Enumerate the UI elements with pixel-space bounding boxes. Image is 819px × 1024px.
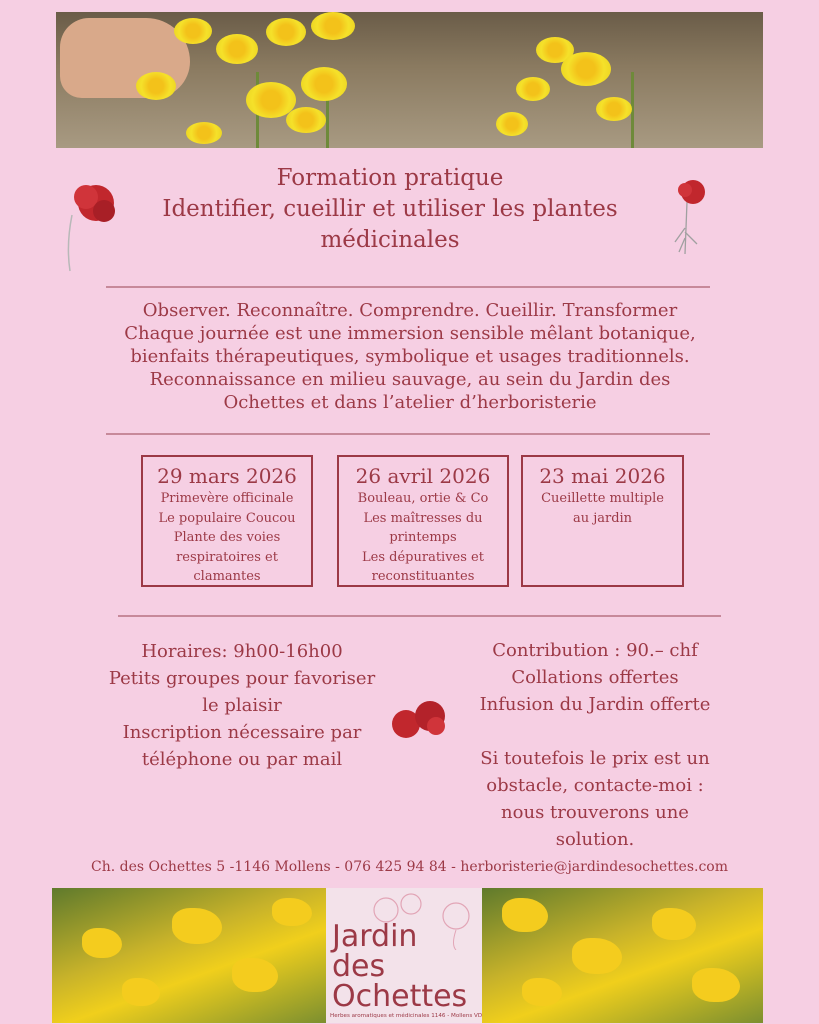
header-photo-coltsfoot xyxy=(56,12,763,148)
info-line: le plaisir xyxy=(202,695,282,716)
footer-photo-right xyxy=(482,888,763,1023)
title-line: médicinales xyxy=(320,227,460,253)
intro-line: Reconnaissance en milieu sauvage, au sein du Jardin des xyxy=(149,369,671,390)
divider xyxy=(106,286,710,288)
note-line: Si toutefois le prix est un xyxy=(480,748,710,769)
session-description: Cueillette multiple au jardin xyxy=(541,491,664,526)
logo-word: des xyxy=(332,949,386,984)
flower-outline-icon xyxy=(356,890,476,950)
session-date: 23 mai 2026 xyxy=(539,464,666,488)
page-title xyxy=(120,163,660,256)
session-card xyxy=(141,455,313,587)
logo-word: Ochettes xyxy=(332,979,468,1014)
session-date: 26 avril 2026 xyxy=(355,464,491,488)
footer-photo-left xyxy=(52,888,326,1023)
jardin-des-ochettes-logo xyxy=(326,888,482,1023)
info-line: Inscription nécessaire par xyxy=(122,722,362,743)
practical-info xyxy=(92,638,392,773)
divider xyxy=(106,433,710,435)
logo-word: Jardin xyxy=(332,919,418,954)
session-description: Bouleau, ortie & Co Les maîtresses du printemps Les dépuratives et reconstituantes xyxy=(357,491,489,584)
pricing-info xyxy=(455,637,735,853)
session-card xyxy=(521,455,684,587)
poppies-icon xyxy=(390,698,452,742)
intro-text xyxy=(100,299,720,414)
info-line: téléphone ou par mail xyxy=(141,749,343,770)
divider xyxy=(118,615,721,617)
poppy-right-icon xyxy=(665,178,715,258)
title-line: Formation pratique xyxy=(276,165,504,191)
note-line: obstacle, contacte-moi : xyxy=(486,775,704,796)
intro-line: Observer. Reconnaître. Comprendre. Cueillir. Transformer xyxy=(142,300,678,321)
note-line: solution. xyxy=(555,829,635,850)
intro-line: Chaque journée est une immersion sensible mêlant botanique, xyxy=(124,323,696,344)
session-description: Primevère officinale Le populaire Coucou Plante des voies respiratoires et clamantes xyxy=(158,491,296,584)
title-line: Identifier, cueillir et utiliser les plantes xyxy=(162,196,618,222)
price-text: Contribution : 90.– chf xyxy=(492,640,698,661)
info-line: Collations offertes xyxy=(511,667,679,688)
info-line: Petits groupes pour favoriser xyxy=(108,668,376,689)
intro-line: bienfaits thérapeutiques, symbolique et usages traditionnels. xyxy=(130,346,690,367)
logo-tagline: Herbes aromatiques et médicinales 1146 - Mollens VD xyxy=(330,1013,483,1019)
session-date: 29 mars 2026 xyxy=(157,464,297,488)
note-line: nous trouverons une xyxy=(501,802,689,823)
hours-text: Horaires: 9h00-16h00 xyxy=(141,641,343,662)
info-line: Infusion du Jardin offerte xyxy=(479,694,711,715)
intro-line: Ochettes et dans l’atelier d’herboristerie xyxy=(223,392,597,413)
session-card xyxy=(337,455,509,587)
contact-line: Ch. des Ochettes 5 -1146 Mollens - 076 425 94 84 - herboristerie@jardindesochettes.com xyxy=(90,859,729,875)
